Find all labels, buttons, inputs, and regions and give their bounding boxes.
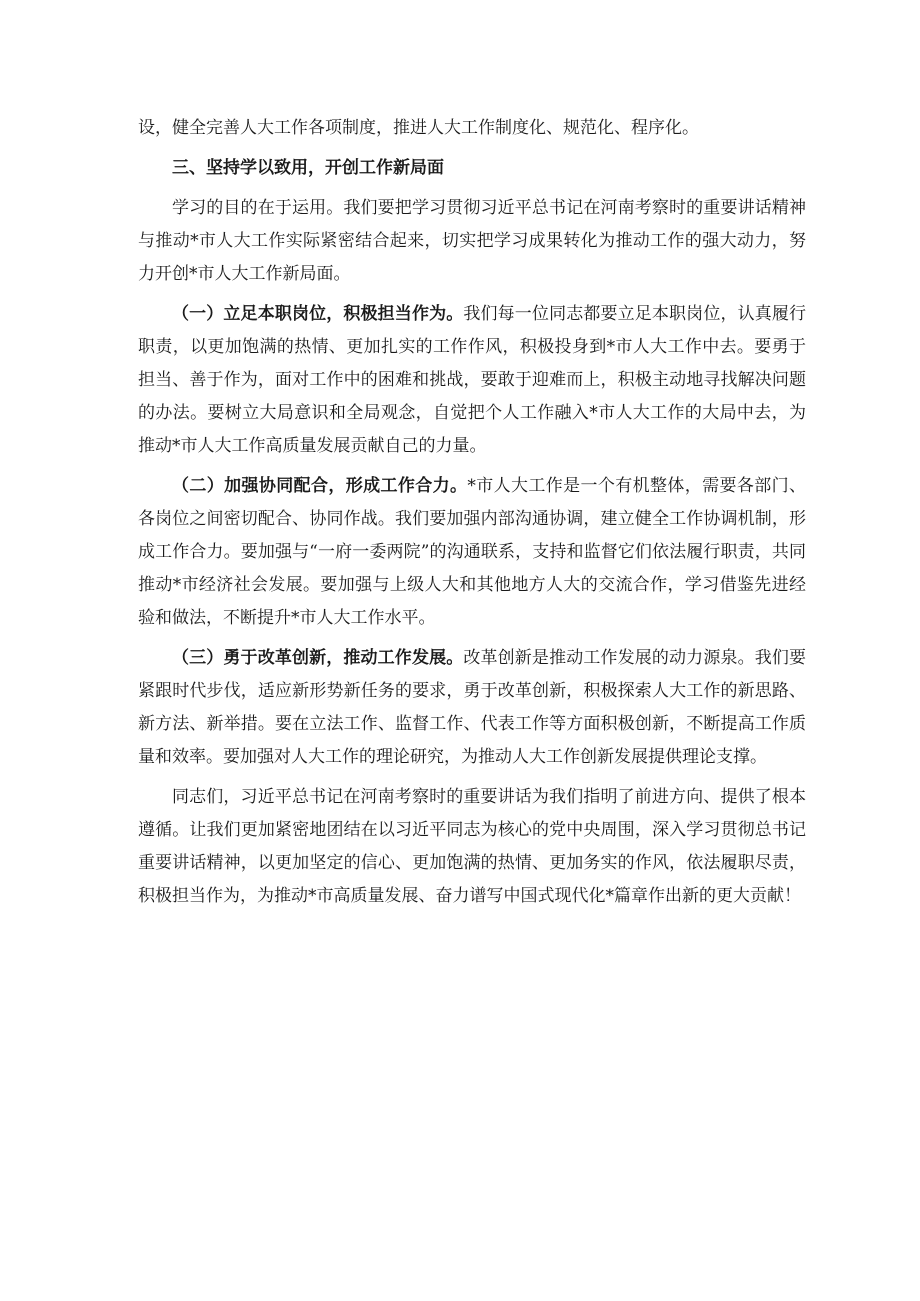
item-1-paragraph (138, 298, 806, 463)
item-2-paragraph (138, 470, 806, 635)
section-intro-paragraph: 学习的目的在于运用。我们要把学习贯彻习近平总书记在河南考察时的重要讲话精神与推动*市人大工作实际紧密结合起来，切实把学习成果转化为推动工作的强大动力，努力开创*市人大工作新局面。 (138, 198, 806, 284)
section-heading: 三、坚持学以致用，开创工作新局面 (172, 158, 444, 178)
item-1-lead: （一）立足本职岗位，积极担当作为。 (172, 304, 464, 324)
item-3-lead: （三）勇于改革创新，推动工作发展。 (172, 648, 464, 668)
item-2-lead: （二）加强协同配合，形成工作合力。 (172, 476, 468, 496)
document-page (138, 112, 806, 920)
item-3-body: 改革创新是推动工作发展的动力源泉。我们要紧跟时代步伐，适应新形势新任务的要求，勇于改革创新，积极探索人大工作的新思路、新方法、新举措。要在立法工作、监督工作、代表工作等方面积极创新，不断提高工作质量和效率。要加强对人大工作的理论研究，为推动人大工作创新发展提供理论支撑。 (138, 648, 807, 767)
intro-tail-paragraph: 设，健全完善人大工作各项制度，推进人大工作制度化、规范化、程序化。 (138, 118, 699, 138)
item-1-body: 我们每一位同志都要立足本职岗位，认真履行职责，以更加饱满的热情、更加扎实的工作作风，积极投身到*市人大工作中去。要勇于担当、善于作为，面对工作中的困难和挑战，要敢于迎难而上，积极主动地寻找解决问题的办法。要树立大局意识和全局观念，自觉把个人工作融入*市人大工作的大局中去，为推动*市人大工作高质量发展贡献自己的力量。 (138, 304, 807, 456)
item-2-body: *市人大工作是一个有机整体，需要各部门、各岗位之间密切配合、协同作战。我们要加强内部沟通协调，建立健全工作协调机制，形成工作合力。要加强与“一府一委两院”的沟通联系，支持和监督它们依法履行职责，共同推动*市经济社会发展。要加强与上级人大和其他地方人大的交流合作，学习借鉴先进经验和做法，不断提升*市人大工作水平。 (138, 476, 806, 628)
item-3-paragraph (138, 642, 806, 774)
closing-paragraph: 同志们，习近平总书记在河南考察时的重要讲话为我们指明了前进方向、提供了根本遵循。让我们更加紧密地团结在以习近平同志为核心的党中央周围，深入学习贯彻总书记重要讲话精神，以更加坚定的信心、更加饱满的热情、更加务实的作风，依法履职尽责，积极担当作为，为推动*市高质量发展、奋力谱写中国式现代化*篇章作出新的更大贡献！ (138, 787, 806, 906)
